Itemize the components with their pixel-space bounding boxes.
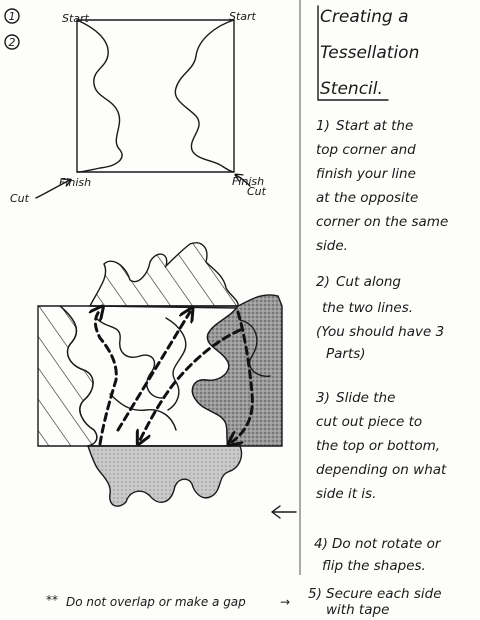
svg-text:3): 3) [316, 390, 330, 406]
svg-text:flip the shapes.: flip the shapes. [322, 558, 426, 574]
right-shaded-piece [192, 295, 282, 446]
svg-text:side it is.: side it is. [316, 486, 377, 502]
left-cut-line [77, 20, 122, 172]
svg-text:Do not overlap or make a gap: Do not overlap or make a gap [66, 595, 246, 609]
right-cut-line [175, 20, 234, 172]
svg-text:Start at the: Start at the [336, 118, 414, 134]
step-2 [316, 274, 444, 362]
step-1 [316, 118, 448, 254]
svg-text:2): 2) [316, 274, 330, 290]
step-4 [314, 536, 442, 574]
slide-arrow-up-left [95, 310, 116, 444]
bottom-note [46, 593, 290, 609]
svg-text:2: 2 [8, 36, 16, 49]
title-line-3: Stencil. [320, 79, 383, 99]
svg-text:Cut: Cut [10, 192, 29, 205]
svg-text:4): 4) [314, 536, 328, 552]
star-icon: ** [46, 593, 58, 607]
top-hatched-piece [90, 243, 238, 308]
step-5 [308, 586, 442, 618]
svg-text:the top or bottom,: the top or bottom, [316, 438, 441, 454]
svg-text:Start: Start [62, 12, 89, 25]
svg-text:Parts): Parts) [326, 346, 366, 362]
svg-text:at the opposite: at the opposite [316, 190, 419, 206]
svg-text:finish your line: finish your line [316, 166, 416, 182]
svg-text:the two lines.: the two lines. [322, 300, 414, 316]
svg-text:1): 1) [316, 118, 330, 134]
svg-text:cut out piece to: cut out piece to [316, 414, 423, 430]
svg-text:1: 1 [8, 10, 16, 23]
margin-number-2 [5, 35, 19, 49]
figure-square-stencil [10, 10, 267, 205]
stencil-square [77, 20, 234, 172]
bottom-shaded-piece [88, 446, 242, 506]
svg-text:Cut: Cut [247, 185, 266, 198]
svg-text:Cut along: Cut along [336, 274, 401, 290]
title-line-1: Creating a [320, 7, 409, 27]
svg-text:depending on what: depending on what [316, 462, 447, 478]
svg-text:Start: Start [229, 10, 256, 23]
svg-text:(You should have 3: (You should have 3 [316, 324, 445, 340]
svg-text:Finish: Finish [232, 175, 265, 188]
right-arrow-icon: → [280, 595, 291, 609]
svg-text:side.: side. [316, 238, 348, 254]
svg-text:corner on the same: corner on the same [316, 214, 449, 230]
svg-text:Finish: Finish [59, 176, 92, 189]
svg-text:Secure each side: Secure each side [326, 586, 442, 602]
title-block [318, 6, 419, 100]
left-arrow-icon [272, 506, 296, 518]
svg-text:Slide the: Slide the [336, 390, 396, 406]
figure-tessellation [38, 243, 282, 506]
svg-text:top corner and: top corner and [316, 142, 416, 158]
step-3 [316, 390, 447, 502]
svg-text:Do not rotate or: Do not rotate or [332, 536, 441, 552]
margin-number-1 [5, 9, 19, 23]
title-line-2: Tessellation [320, 43, 420, 63]
svg-text:with tape: with tape [326, 602, 390, 618]
svg-text:5): 5) [308, 586, 322, 602]
